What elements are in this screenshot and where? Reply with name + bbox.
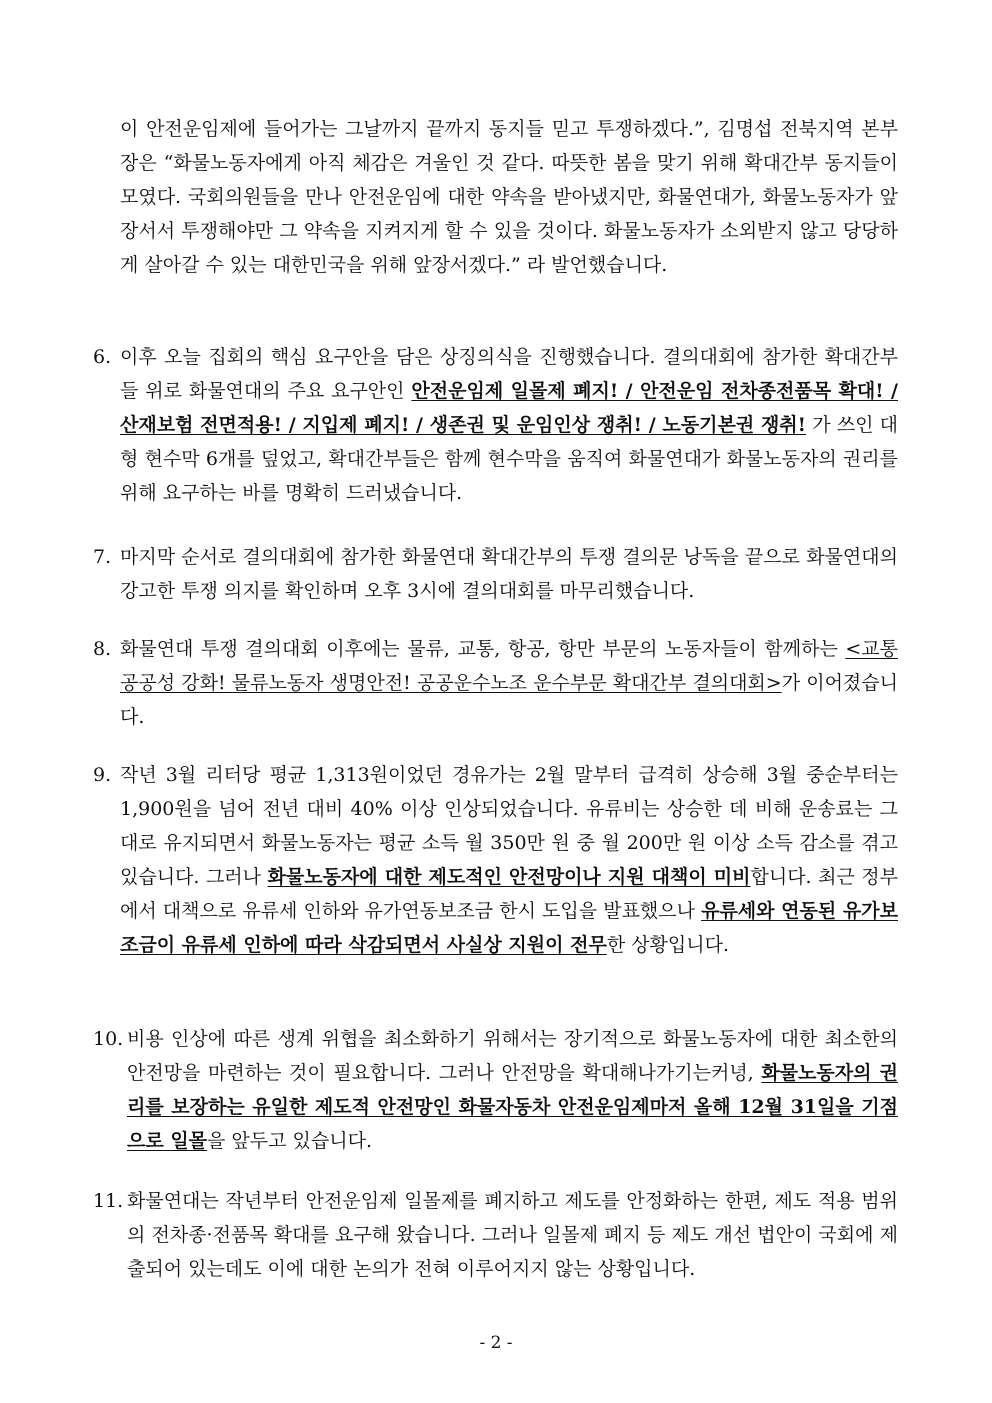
item-body [120,632,898,734]
item-number: 9. [93,764,112,786]
emphasis-text: 화물노동자의 권리를 보장하는 유일한 제도적 안전망인 화물자동차 안전운임제마저 올해 12월 31일을 기점으로 일몰 [127,1062,898,1152]
item-text: 비용 인상에 따른 생계 위협을 최소화하기 위해서는 장기적으로 화물노동자에 대한 최소한의 안전망을 마련하는 것이 필요합니다. 그러나 안전망을 확대해나가기는커녕, [127,1028,898,1084]
item-text: 화물연대 투쟁 결의대회 이후에는 물류, 교통, 항공, 항만 부문의 노동자들이 함께하는 [120,638,846,660]
item-number: 10. [93,1028,124,1050]
event-title: <교통공공성 강화! 물류노동자 생명안전! 공공운수노조 운수부문 확대간부 결의대회> [120,638,898,694]
item-text: 한 상황입니다. [606,934,730,956]
item-text: 이후 오늘 집회의 핵심 요구안을 담은 상징의식을 진행했습니다. 결의대회에 참가한 확대간부들 위로 화물연대의 주요 요구안인 [120,346,898,402]
item-text: 합니다. 최근 정부에서 대책으로 유류세 인하와 유가연동보조금 한시 도입을 발표했으나 [120,866,899,922]
item-text: 작년 3월 리터당 평균 1,313원이었던 경유가는 2월 말부터 급격히 상승해 3월 중순부터는 1,900원을 넘어 전년 대비 40% 이상 인상되었습니다. 유류비는 상승한 데 비해 운송료는 그대로 유지되면서 화물노동자는 평균 소득 월 350만 원 중 월 200만 원 이상 소득 감소를 겪고 있습니다. 그러나 [120,764,898,888]
item-body [120,540,898,608]
item-text: 마지막 순서로 결의대회에 참가한 화물연대 확대간부의 투쟁 결의문 낭독을 끝으로 화물연대의 강고한 투쟁 의지를 확인하며 오후 3시에 결의대회를 마무리했습니다. [120,546,898,602]
list-item [93,540,898,608]
continuation-text: 이 안전운임제에 들어가는 그날까지 끝까지 동지들 믿고 투쟁하겠다.”, 김명섭 전북지역 본부장은 “화물노동자에게 아직 체감은 겨울인 것 같다. 따뜻한 봄을 맞기 위해 확대간부 동지들이 모였다. 국회의원들을 만나 안전운임에 대한 약속을 받아냈지만, 화물연대가, 화물노동자가 앞장서서 투쟁해야만 그 약속을 지켜지게 할 수 있을 것이다. 화물노동자가 소외받지 않고 당당하게 살아갈 수 있는 대한민국을 위해 앞장서겠다.” 라 발언했습니다. [120,118,898,276]
item-text: 가 이어졌습니다. [120,672,898,728]
list-item [93,758,898,962]
emphasis-text: 화물노동자에 대한 제도적인 안전망이나 지원 대책이 미비 [267,866,751,888]
item-body [120,758,898,962]
list-item [93,1022,898,1158]
item-text: 화물연대는 작년부터 안전운임제 일몰제를 폐지하고 제도를 안정화하는 한편, 제도 적용 범위의 전차종·전품목 확대를 요구해 왔습니다. 그러나 일몰제 폐지 등 제도 개선 법안이 국회에 제출되어 있는데도 이에 대한 논의가 전혀 이루어지지 않는 상황입니다. [127,1190,898,1280]
item-body [120,340,898,510]
page-number: - 2 - [479,1333,513,1353]
item-number: 11. [93,1190,124,1212]
emphasis-text: 안전운임제 일몰제 폐지! / 안전운임 전차종전품목 확대! / 산재보험 전면적용! / 지입제 폐지! / 생존권 및 운임인상 쟁취! / 노동기본권 쟁취! [120,380,899,436]
list-item [93,340,898,510]
continuation-paragraph [93,112,898,282]
item-number: 7. [93,546,112,568]
list-item [93,1184,898,1286]
emphasis-text: 유류세와 연동된 유가보조금이 유류세 인하에 따라 삭감되면서 사실상 지원이 전무 [120,900,898,956]
item-body [127,1184,898,1286]
item-body [127,1022,898,1158]
item-text: 을 앞두고 있습니다. [207,1130,372,1152]
list-item [93,632,898,734]
item-text: 가 쓰인 대형 현수막 6개를 덮었고, 확대간부들은 함께 현수막을 움직여 화물연대가 화물노동자의 권리를 위해 요구하는 바를 명확히 드러냈습니다. [120,414,898,504]
item-number: 6. [93,346,112,368]
item-number: 8. [93,638,112,660]
